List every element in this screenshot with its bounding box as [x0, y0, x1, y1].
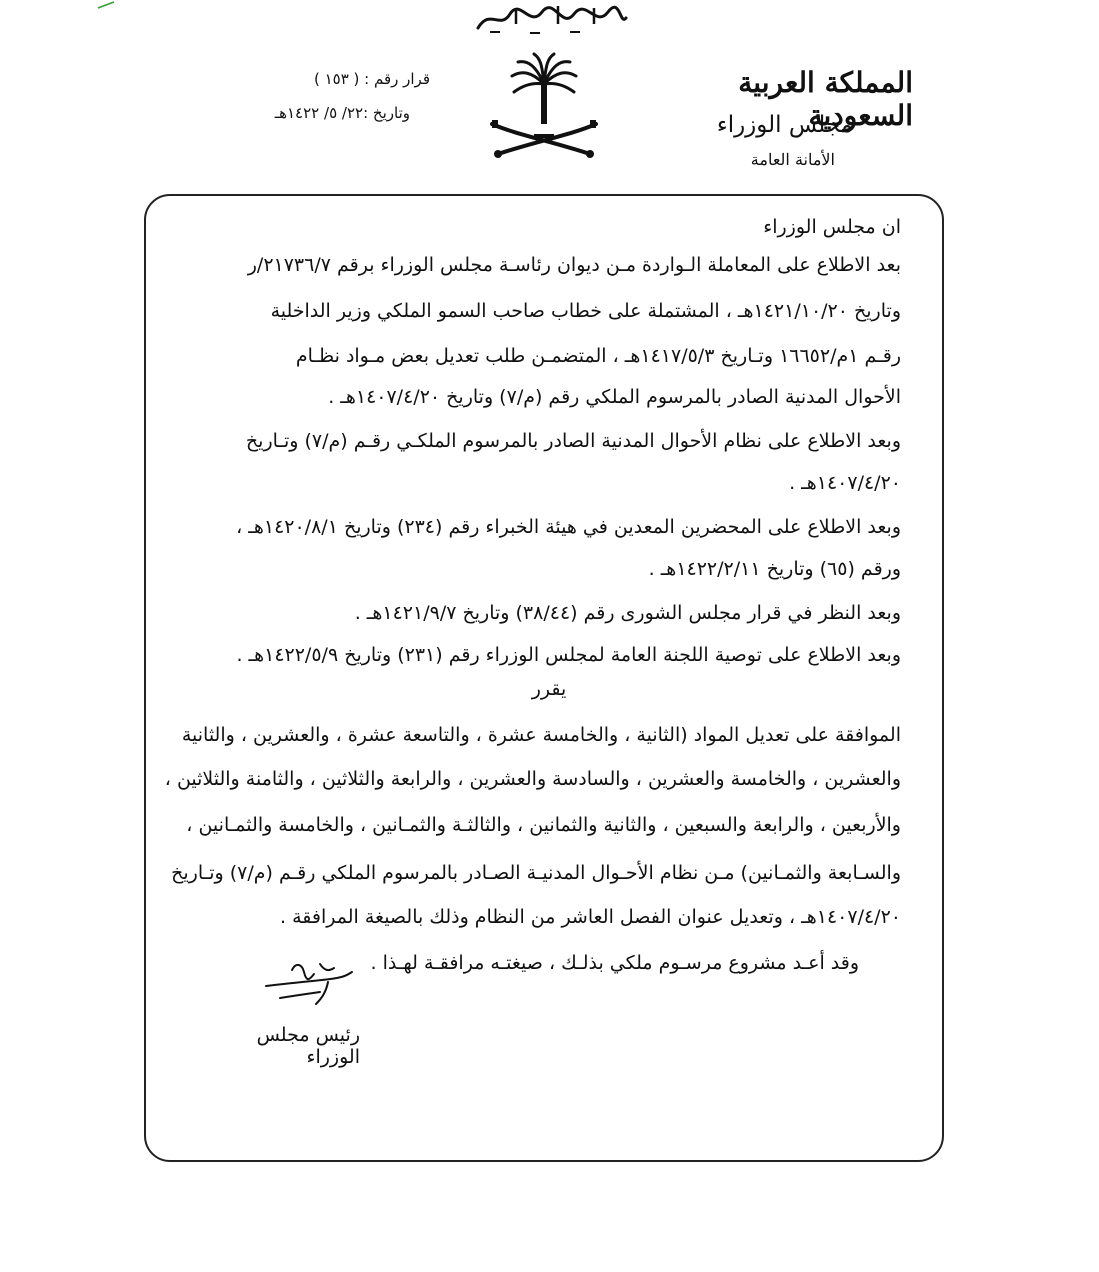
general-secretariat: الأمانة العامة: [750, 150, 835, 169]
body-line: ان مجلس الوزراء: [763, 216, 901, 238]
body-line: وبعد الاطلاع على المحضرين المعدين في هيئة الخبراء رقم (٢٣٤) وتاريخ ١٤٢٠/٨/١هـ ،: [236, 516, 901, 538]
body-line: والسـابعة والثمـانين) مـن نظام الأحـوال المدنيـة الصـادر بالمرسوم الملكي رقـم (م/٧) وتـاريخ: [171, 862, 901, 884]
handwritten-signature: [262, 958, 362, 1010]
resolves-heading: يقرر: [531, 678, 567, 700]
body-line: ورقم (٦٥) وتاريخ ١٤٢٢/٢/١١هـ .: [648, 558, 901, 580]
decision-date: وتاريخ :٢٢/ ٥/ ١٤٢٢هـ: [274, 104, 410, 122]
palm-and-swords-emblem-icon: [484, 50, 604, 168]
body-line: وبعد الاطلاع على توصية اللجنة العامة لمجلس الوزراء رقم (٢٣١) وتاريخ ١٤٢٢/٥/٩هـ .: [236, 644, 901, 666]
body-line: وقد أعـد مشروع مرسـوم ملكي بذلـك ، صيغتـه مرافقـة لهـذا .: [370, 952, 859, 974]
body-line: الموافقة على تعديل المواد (الثانية ، والخامسة عشرة ، والتاسعة عشرة ، والعشرين ، والثانية: [181, 724, 901, 746]
signer-title: رئيس مجلس الوزراء: [256, 1024, 360, 1068]
decision-number: قرار رقم : ( ١٥٣ ): [313, 70, 430, 88]
council-name: مجلس الوزراء: [716, 112, 853, 138]
body-line: بعد الاطلاع على المعاملة الـواردة مـن ديوان رئاسـة مجلس الوزراء برقم ٢١٧٣٦/٧/ر: [247, 254, 901, 276]
body-line: وبعد الاطلاع على نظام الأحوال المدنية الصادر بالمرسوم الملكـي رقـم (م/٧) وتـاريخ: [245, 430, 901, 452]
body-line: رقـم ١م/١٦٦٥٢ وتـاريخ ١٤١٧/٥/٣هـ ، المتضمـن طلب تعديل بعض مـواد نظـام: [295, 345, 901, 367]
body-line: ١٤٠٧/٤/٢٠هـ .: [789, 472, 901, 494]
body-line: والأربعين ، والرابعة والسبعين ، والثانية والثمانين ، والثالثـة والثمـانين ، والخامسة والثمـانين ،: [186, 814, 901, 836]
kingdom-name: المملكة العربية السعودية: [738, 66, 913, 132]
body-line: الأحوال المدنية الصادر بالمرسوم الملكي رقم (م/٧) وتاريخ ١٤٠٧/٤/٢٠هـ .: [328, 386, 901, 408]
body-line: ١٤٠٧/٤/٢٠هـ ، وتعديل عنوان الفصل العاشر من النظام وذلك بالصيغة المرافقة .: [280, 906, 901, 928]
body-line: وتاريخ ١٤٢١/١٠/٢٠هـ ، المشتملة على خطاب صاحب السمو الملكي وزير الداخلية: [270, 300, 901, 322]
body-line: وبعد النظر في قرار مجلس الشورى رقم (٣٨/٤٤) وتاريخ ١٤٢١/٩/٧هـ .: [354, 602, 901, 624]
bismillah-calligraphy: [470, 2, 630, 38]
body-line: والعشرين ، والخامسة والعشرين ، والسادسة والعشرين ، والرابعة والثلاثين ، والثامنة والثلاثين ،: [164, 768, 901, 790]
corner-mark-icon: [96, 0, 116, 10]
